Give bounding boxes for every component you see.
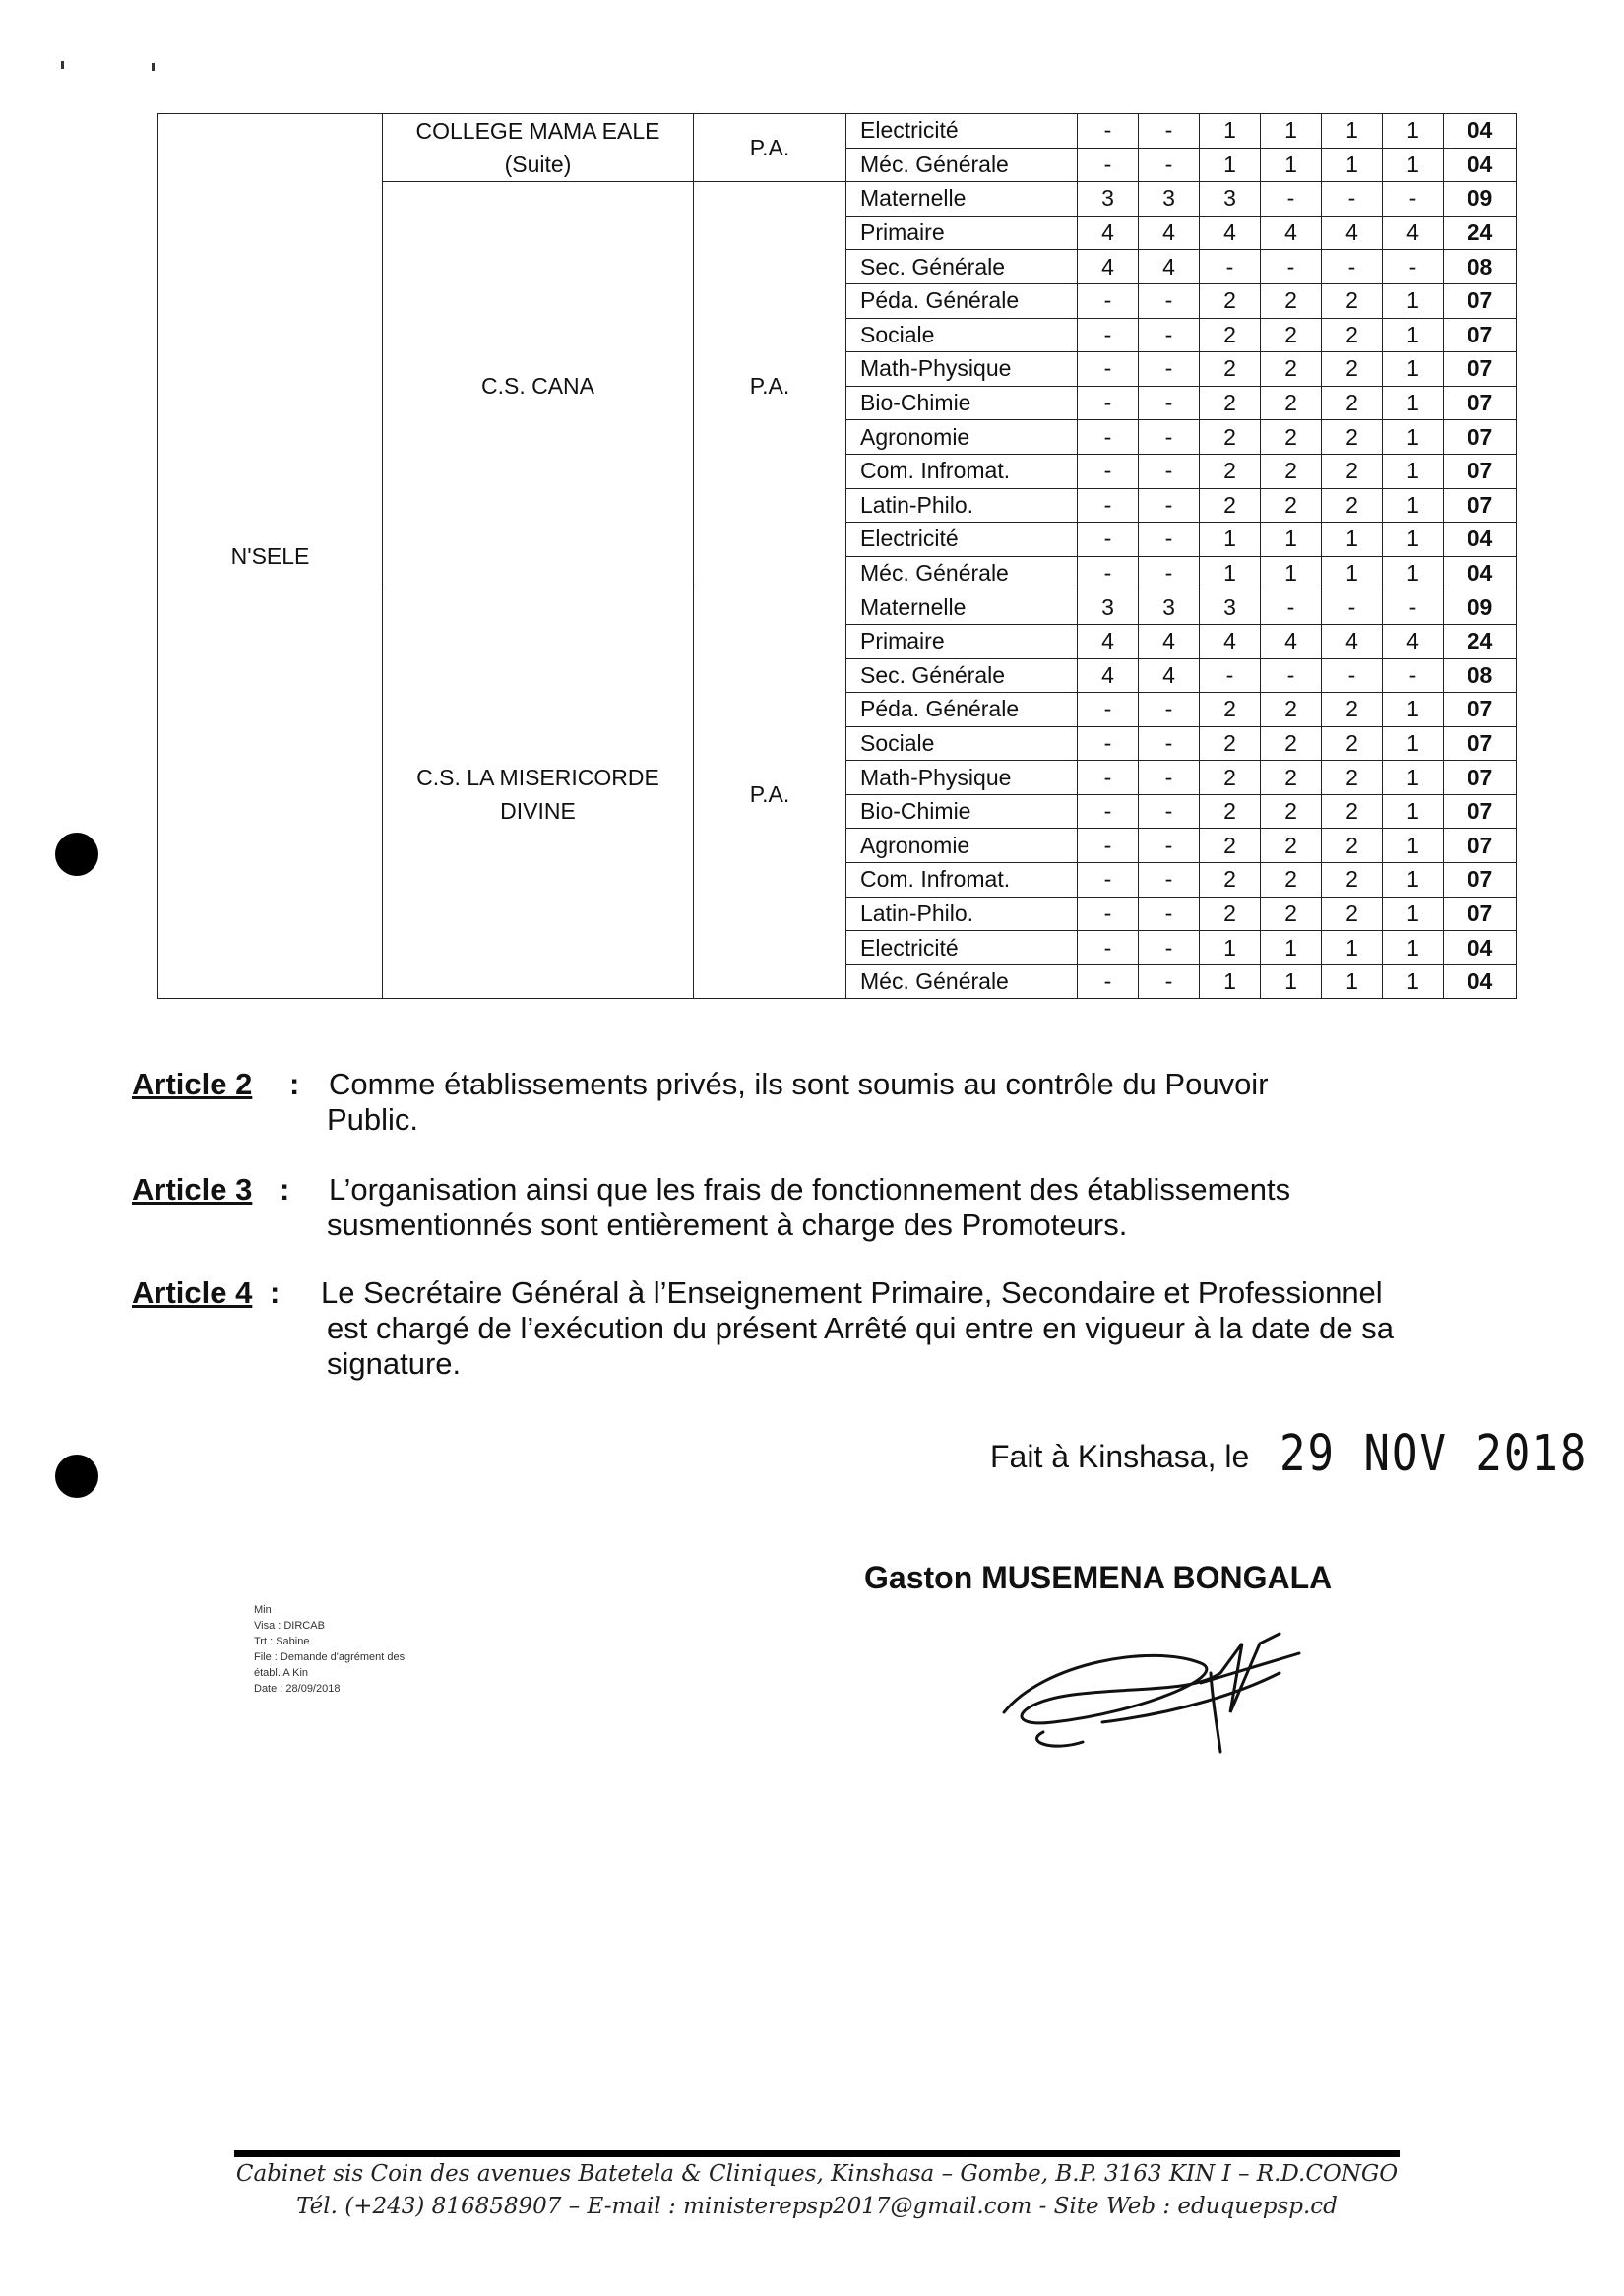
cycle-cell: Maternelle	[846, 182, 1078, 217]
class-count-cell: 2	[1261, 897, 1322, 931]
class-count-cell: 1	[1383, 420, 1444, 455]
cycle-cell: Maternelle	[846, 590, 1078, 625]
class-count-cell: 1	[1383, 283, 1444, 318]
cycle-cell: Math-Physique	[846, 352, 1078, 387]
visa-line: établ. A Kin	[254, 1667, 309, 1679]
total-cell: 07	[1444, 761, 1517, 795]
class-count-cell: 1	[1383, 761, 1444, 795]
schools-table	[157, 113, 1517, 999]
class-count-cell: 1	[1383, 931, 1444, 965]
class-count-cell: 4	[1078, 658, 1139, 693]
class-count-cell: -	[1078, 114, 1139, 149]
class-count-cell: 1	[1383, 829, 1444, 863]
article-colon: :	[289, 1067, 300, 1101]
class-count-cell: 2	[1200, 897, 1261, 931]
total-cell: 24	[1444, 624, 1517, 658]
school-name-cell	[383, 182, 694, 590]
class-count-cell: -	[1322, 590, 1383, 625]
article-text-line: Public.	[327, 1102, 419, 1137]
total-cell: 07	[1444, 829, 1517, 863]
class-count-cell: -	[1139, 829, 1200, 863]
class-count-cell: -	[1139, 761, 1200, 795]
class-count-cell: -	[1322, 250, 1383, 284]
class-count-cell: 4	[1261, 216, 1322, 250]
class-count-cell: 2	[1200, 420, 1261, 455]
class-count-cell: -	[1139, 964, 1200, 999]
article-text-line: Comme établissements privés, ils sont soumis au contrôle du Pouvoir	[329, 1067, 1269, 1101]
class-count-cell: 1	[1200, 556, 1261, 590]
class-count-cell: -	[1139, 148, 1200, 182]
school-name-line: DIVINE	[500, 798, 576, 825]
class-count-cell: -	[1200, 250, 1261, 284]
article-label: Article 2	[132, 1067, 253, 1101]
class-count-cell: 2	[1200, 318, 1261, 352]
punch-hole	[55, 1455, 98, 1498]
class-count-cell: 4	[1322, 624, 1383, 658]
school-name-line: C.S. CANA	[480, 373, 595, 400]
class-count-cell: 2	[1322, 761, 1383, 795]
class-count-cell: -	[1078, 556, 1139, 590]
class-count-cell: 1	[1261, 523, 1322, 557]
class-count-cell: -	[1078, 454, 1139, 488]
total-cell: 04	[1444, 148, 1517, 182]
class-count-cell: 1	[1383, 352, 1444, 387]
regime-cell: P.A.	[694, 182, 846, 590]
school-name-cell	[383, 114, 694, 182]
scan-mark	[61, 61, 64, 69]
article-colon: :	[270, 1275, 281, 1310]
visa-line: Date : 28/09/2018	[254, 1683, 341, 1695]
commune-cell: N'SELE	[158, 114, 383, 999]
class-count-cell: -	[1139, 556, 1200, 590]
school-name-line: (Suite)	[504, 152, 572, 177]
visa-line: Trt : Sabine	[254, 1636, 310, 1647]
school-name-line: C.S. LA MISERICORDE	[416, 765, 659, 791]
class-count-cell: -	[1139, 523, 1200, 557]
class-count-cell: -	[1383, 182, 1444, 217]
cycle-cell: Latin-Philo.	[846, 897, 1078, 931]
cycle-cell: Méc. Générale	[846, 148, 1078, 182]
place-date-text: Fait à Kinshasa, le	[990, 1439, 1250, 1474]
cycle-cell: Péda. Générale	[846, 283, 1078, 318]
visa-line: Min	[254, 1604, 272, 1616]
article-text-line: susmentionnés sont entièrement à charge des Promoteurs.	[327, 1208, 1128, 1242]
class-count-cell: 4	[1078, 216, 1139, 250]
class-count-cell: -	[1139, 794, 1200, 829]
class-count-cell: 2	[1322, 897, 1383, 931]
class-count-cell: -	[1139, 693, 1200, 727]
class-count-cell: -	[1078, 726, 1139, 761]
class-count-cell: 3	[1078, 182, 1139, 217]
class-count-cell: 2	[1261, 283, 1322, 318]
total-cell: 07	[1444, 488, 1517, 523]
cycle-cell: Sociale	[846, 726, 1078, 761]
class-count-cell: 2	[1322, 386, 1383, 420]
total-cell: 07	[1444, 863, 1517, 898]
class-count-cell: -	[1261, 250, 1322, 284]
cycle-cell: Bio-Chimie	[846, 794, 1078, 829]
class-count-cell: 3	[1139, 182, 1200, 217]
class-count-cell: 2	[1322, 420, 1383, 455]
class-count-cell: 4	[1139, 658, 1200, 693]
class-count-cell: 1	[1383, 726, 1444, 761]
date-stamp: 29 NOV 2018	[1280, 1425, 1589, 1483]
article-text-line: est chargé de l’exécution du présent Arrêté qui entre en vigueur à la date de sa	[327, 1311, 1394, 1345]
class-count-cell: -	[1383, 590, 1444, 625]
cycle-cell: Agronomie	[846, 829, 1078, 863]
article-text-line: signature.	[327, 1346, 462, 1381]
class-count-cell: 2	[1200, 283, 1261, 318]
class-count-cell: 4	[1322, 216, 1383, 250]
class-count-cell: -	[1139, 420, 1200, 455]
class-count-cell: 1	[1383, 386, 1444, 420]
class-count-cell: -	[1139, 352, 1200, 387]
class-count-cell: 1	[1200, 114, 1261, 149]
table-row	[158, 114, 1517, 149]
class-count-cell: -	[1078, 352, 1139, 387]
cycle-cell: Sec. Générale	[846, 250, 1078, 284]
class-count-cell: 1	[1383, 114, 1444, 149]
class-count-cell: 1	[1383, 897, 1444, 931]
class-count-cell: -	[1261, 658, 1322, 693]
class-count-cell: -	[1078, 964, 1139, 999]
total-cell: 07	[1444, 794, 1517, 829]
cycle-cell: Primaire	[846, 216, 1078, 250]
class-count-cell: 1	[1200, 964, 1261, 999]
class-count-cell: 2	[1322, 829, 1383, 863]
footer-address: Cabinet sis Coin des avenues Batetela & Cliniques, Kinshasa – Gombe, B.P. 3163 KIN I – R.D.CONGO	[235, 2161, 1399, 2187]
class-count-cell: 2	[1200, 829, 1261, 863]
article-text-line: Le Secrétaire Général à l’Enseignement Primaire, Secondaire et Professionnel	[321, 1275, 1383, 1310]
class-count-cell: -	[1078, 148, 1139, 182]
class-count-cell: 1	[1261, 556, 1322, 590]
class-count-cell: 1	[1383, 556, 1444, 590]
class-count-cell: 1	[1200, 148, 1261, 182]
class-count-cell: -	[1200, 658, 1261, 693]
class-count-cell: 2	[1261, 454, 1322, 488]
class-count-cell: -	[1078, 761, 1139, 795]
total-cell: 09	[1444, 590, 1517, 625]
class-count-cell: 4	[1383, 624, 1444, 658]
class-count-cell: 2	[1200, 454, 1261, 488]
signature-image	[984, 1604, 1348, 1781]
article-label: Article 4	[132, 1275, 253, 1310]
class-count-cell: 2	[1200, 761, 1261, 795]
class-count-cell: -	[1078, 931, 1139, 965]
class-count-cell: 2	[1261, 726, 1322, 761]
class-count-cell: 4	[1139, 624, 1200, 658]
class-count-cell: 3	[1200, 182, 1261, 217]
total-cell: 08	[1444, 250, 1517, 284]
class-count-cell: 1	[1383, 488, 1444, 523]
class-count-cell: 1	[1261, 148, 1322, 182]
class-count-cell: -	[1139, 454, 1200, 488]
class-count-cell: 1	[1383, 693, 1444, 727]
total-cell: 07	[1444, 693, 1517, 727]
class-count-cell: 2	[1322, 454, 1383, 488]
class-count-cell: -	[1383, 658, 1444, 693]
class-count-cell: -	[1078, 794, 1139, 829]
total-cell: 07	[1444, 726, 1517, 761]
class-count-cell: 2	[1261, 488, 1322, 523]
class-count-cell: -	[1078, 693, 1139, 727]
class-count-cell: 4	[1078, 624, 1139, 658]
class-count-cell: -	[1322, 182, 1383, 217]
class-count-cell: -	[1139, 863, 1200, 898]
visa-block	[254, 1602, 405, 1697]
total-cell: 07	[1444, 454, 1517, 488]
class-count-cell: 1	[1383, 863, 1444, 898]
class-count-cell: -	[1078, 318, 1139, 352]
class-count-cell: 3	[1078, 590, 1139, 625]
class-count-cell: -	[1139, 386, 1200, 420]
article-colon: :	[280, 1172, 290, 1207]
class-count-cell: -	[1078, 897, 1139, 931]
total-cell: 07	[1444, 352, 1517, 387]
class-count-cell: -	[1139, 726, 1200, 761]
class-count-cell: -	[1139, 931, 1200, 965]
class-count-cell: 2	[1200, 863, 1261, 898]
class-count-cell: 4	[1078, 250, 1139, 284]
cycle-cell: Electricité	[846, 114, 1078, 149]
cycle-cell: Méc. Générale	[846, 964, 1078, 999]
class-count-cell: 2	[1322, 693, 1383, 727]
cycle-cell: Péda. Générale	[846, 693, 1078, 727]
cycle-cell: Sociale	[846, 318, 1078, 352]
class-count-cell: 2	[1322, 352, 1383, 387]
total-cell: 07	[1444, 420, 1517, 455]
class-count-cell: 2	[1261, 318, 1322, 352]
class-count-cell: 2	[1261, 420, 1322, 455]
class-count-cell: -	[1139, 114, 1200, 149]
class-count-cell: 2	[1322, 488, 1383, 523]
total-cell: 08	[1444, 658, 1517, 693]
class-count-cell: 2	[1322, 794, 1383, 829]
class-count-cell: 4	[1139, 250, 1200, 284]
punch-hole	[55, 833, 98, 876]
class-count-cell: 2	[1200, 794, 1261, 829]
regime-cell: P.A.	[694, 590, 846, 999]
class-count-cell: 2	[1261, 352, 1322, 387]
class-count-cell: -	[1078, 829, 1139, 863]
class-count-cell: 1	[1200, 523, 1261, 557]
class-count-cell: 4	[1261, 624, 1322, 658]
total-cell: 07	[1444, 283, 1517, 318]
class-count-cell: 1	[1261, 114, 1322, 149]
class-count-cell: 2	[1200, 386, 1261, 420]
footer-contact: Tél. (+243) 816858907 – E-mail : ministerepsp2017@gmail.com - Site Web : eduquepsp.cd	[296, 2194, 1338, 2219]
class-count-cell: 2	[1261, 794, 1322, 829]
total-cell: 04	[1444, 556, 1517, 590]
class-count-cell: 4	[1200, 216, 1261, 250]
class-count-cell: 1	[1383, 148, 1444, 182]
cycle-cell: Com. Infromat.	[846, 454, 1078, 488]
total-cell: 04	[1444, 931, 1517, 965]
class-count-cell: -	[1261, 182, 1322, 217]
class-count-cell: -	[1078, 420, 1139, 455]
class-count-cell: 2	[1322, 726, 1383, 761]
class-count-cell: -	[1261, 590, 1322, 625]
total-cell: 07	[1444, 897, 1517, 931]
class-count-cell: -	[1078, 523, 1139, 557]
class-count-cell: 1	[1322, 964, 1383, 999]
class-count-cell: 1	[1322, 931, 1383, 965]
class-count-cell: 1	[1322, 148, 1383, 182]
school-name-cell	[383, 590, 694, 999]
cycle-cell: Electricité	[846, 931, 1078, 965]
class-count-cell: 2	[1322, 863, 1383, 898]
total-cell: 04	[1444, 114, 1517, 149]
class-count-cell: 4	[1200, 624, 1261, 658]
total-cell: 07	[1444, 318, 1517, 352]
class-count-cell: 3	[1200, 590, 1261, 625]
class-count-cell: -	[1078, 386, 1139, 420]
class-count-cell: -	[1139, 283, 1200, 318]
class-count-cell: -	[1139, 488, 1200, 523]
class-count-cell: -	[1322, 658, 1383, 693]
class-count-cell: 2	[1322, 283, 1383, 318]
class-count-cell: 4	[1139, 216, 1200, 250]
cycle-cell: Bio-Chimie	[846, 386, 1078, 420]
cycle-cell: Math-Physique	[846, 761, 1078, 795]
total-cell: 09	[1444, 182, 1517, 217]
total-cell: 07	[1444, 386, 1517, 420]
footer-rule	[234, 2150, 1400, 2157]
cycle-cell: Com. Infromat.	[846, 863, 1078, 898]
article-label: Article 3	[132, 1172, 253, 1207]
class-count-cell: 1	[1261, 931, 1322, 965]
cycle-cell: Sec. Générale	[846, 658, 1078, 693]
school-name-line: COLLEGE MAMA EALE	[415, 118, 660, 144]
class-count-cell: 1	[1261, 964, 1322, 999]
class-count-cell: 2	[1200, 352, 1261, 387]
total-cell: 24	[1444, 216, 1517, 250]
class-count-cell: 1	[1383, 794, 1444, 829]
class-count-cell: -	[1139, 897, 1200, 931]
class-count-cell: 1	[1322, 556, 1383, 590]
cycle-cell: Méc. Générale	[846, 556, 1078, 590]
class-count-cell: 2	[1261, 761, 1322, 795]
signer-name: Gaston MUSEMENA BONGALA	[864, 1560, 1333, 1595]
class-count-cell: 1	[1383, 318, 1444, 352]
class-count-cell: 2	[1261, 693, 1322, 727]
regime-cell: P.A.	[694, 114, 846, 182]
class-count-cell: -	[1078, 488, 1139, 523]
class-count-cell: 1	[1322, 523, 1383, 557]
class-count-cell: -	[1139, 318, 1200, 352]
class-count-cell: 2	[1200, 726, 1261, 761]
cycle-cell: Electricité	[846, 523, 1078, 557]
total-cell: 04	[1444, 523, 1517, 557]
scan-mark	[152, 63, 155, 71]
class-count-cell: -	[1383, 250, 1444, 284]
class-count-cell: 4	[1383, 216, 1444, 250]
visa-line: Visa : DIRCAB	[254, 1620, 325, 1632]
cycle-cell: Agronomie	[846, 420, 1078, 455]
class-count-cell: 2	[1322, 318, 1383, 352]
cycle-cell: Latin-Philo.	[846, 488, 1078, 523]
class-count-cell: 2	[1261, 386, 1322, 420]
class-count-cell: -	[1078, 863, 1139, 898]
article-text-line: L’organisation ainsi que les frais de fonctionnement des établissements	[329, 1172, 1291, 1207]
class-count-cell: 1	[1200, 931, 1261, 965]
cycle-cell: Primaire	[846, 624, 1078, 658]
total-cell: 04	[1444, 964, 1517, 999]
class-count-cell: 1	[1322, 114, 1383, 149]
class-count-cell: 1	[1383, 964, 1444, 999]
visa-line: File : Demande d'agrément des	[254, 1651, 406, 1663]
class-count-cell: 2	[1261, 829, 1322, 863]
class-count-cell: 2	[1261, 863, 1322, 898]
class-count-cell: -	[1078, 283, 1139, 318]
class-count-cell: 2	[1200, 488, 1261, 523]
class-count-cell: 2	[1200, 693, 1261, 727]
class-count-cell: 3	[1139, 590, 1200, 625]
class-count-cell: 1	[1383, 523, 1444, 557]
class-count-cell: 1	[1383, 454, 1444, 488]
